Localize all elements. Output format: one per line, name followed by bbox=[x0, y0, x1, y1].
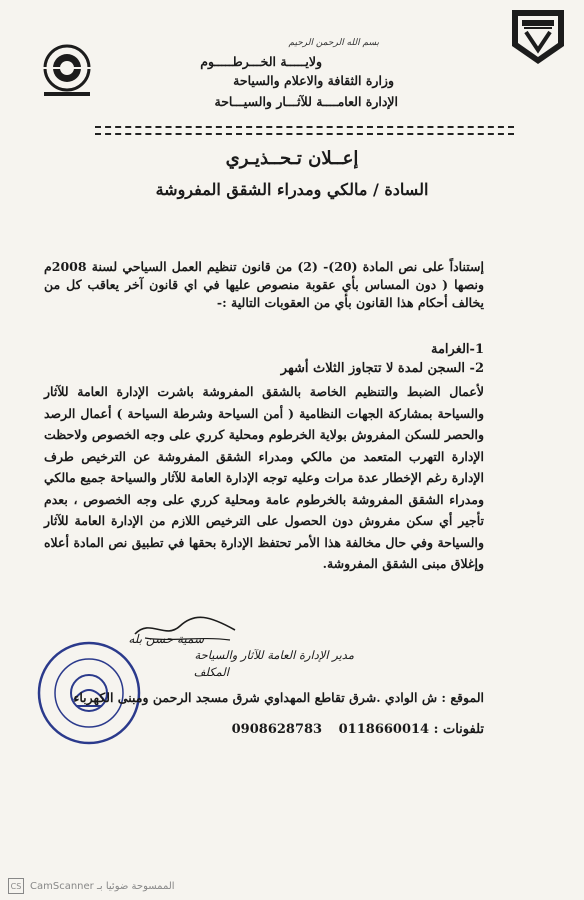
watermark-text: CamScanner الممسوحة ضوئيا بـ bbox=[30, 880, 175, 892]
bismillah-text: بسم الله الرحمن الرحيم bbox=[288, 38, 379, 48]
khartoum-state-emblem-icon bbox=[506, 6, 570, 68]
phone-numbers bbox=[220, 722, 484, 737]
scanner-watermark bbox=[8, 878, 175, 894]
header-divider-bottom bbox=[95, 133, 514, 135]
legal-basis-paragraph: إستناداً على نص المادة (20)- (2) من قانون تنظيم العمل السياحي لسنة 2008م ونصها ( دون المساس بأي عقوبة منصوص عليها في اي قانون آخر يعاقب كل من يخالف أحكام هذا القانون بأي من العقوبات التالية :- bbox=[44, 259, 484, 310]
phone-number-primary: 0908628783 bbox=[231, 722, 323, 737]
phone-number-secondary: 0118660014 bbox=[338, 722, 430, 737]
signatory-title: مدير الإدارة العامة للآثار والسياحة bbox=[194, 648, 354, 662]
phones-label: تلفونات : bbox=[433, 722, 484, 737]
notice-body-paragraph: لأعمال الضبط والتنظيم الخاصة بالشقق المفروشة باشرت الإدارة العامة للآثار والسياحة بمشاركة الجهات النظامية ( أمن السياحة وشرطة السياحة ) أعمال الرصد والحصر للسكن المفروش بولاية الخرطوم ومحلية كرري على وجه الخصوص ولاحظت الإدارة التهرب المتعمد من مالكي ومدراء الشقق المفروشة عن الترخيص طرف الإدارة رغم الإخطار عدة مرات وعليه توجه الإدارة العامة للآثار والسياحة جميع مالكي ومدراء الشقق المفروشة بالخرطوم عامة ومحلية كرري على وجه الخصوص ، بعدم تأجير أي سكن مفروش دون الحصول على الترخيص اللازم من الإدارة العامة للآثار والسياحة وفي حال مخالفة هذا الأمر تحتفظ الإدارة بحقها في تطبيق نص المادة أعلاه وإغلاق مبنى الشقق المفروشة. bbox=[44, 384, 484, 571]
office-address: الموقع : ش الوادي .شرق تقاطع المهداوي شرق مسجد الرحمن ومبنى الكهرباء bbox=[73, 690, 484, 705]
ministry-logo-icon bbox=[38, 38, 96, 100]
camscanner-logo-icon: CS bbox=[8, 878, 24, 894]
header-department-name: الإدارة العامــــة للآثـــار والسيـــاحة bbox=[214, 94, 398, 109]
penalty-item-prison: 2- السجن لمدة لا تتجاوز الثلاث أشهر bbox=[280, 361, 484, 376]
announcement-addressee: السادة / مالكي ومدراء الشقق المفروشة bbox=[155, 180, 429, 199]
penalty-item-fine: 1-الغرامة bbox=[430, 342, 484, 357]
signatory-name: سمية حسن بله bbox=[128, 632, 204, 646]
header-state-name: ولايـــــة الخـــرطـــــوم bbox=[200, 54, 322, 69]
header-ministry-name: وزارة الثقافة والاعلام والسياحة bbox=[233, 73, 394, 88]
announcement-title: إعــلان تـحــذيـري bbox=[225, 148, 359, 169]
signatory-authority: المكلف bbox=[193, 665, 229, 679]
header-divider-top bbox=[95, 126, 514, 128]
